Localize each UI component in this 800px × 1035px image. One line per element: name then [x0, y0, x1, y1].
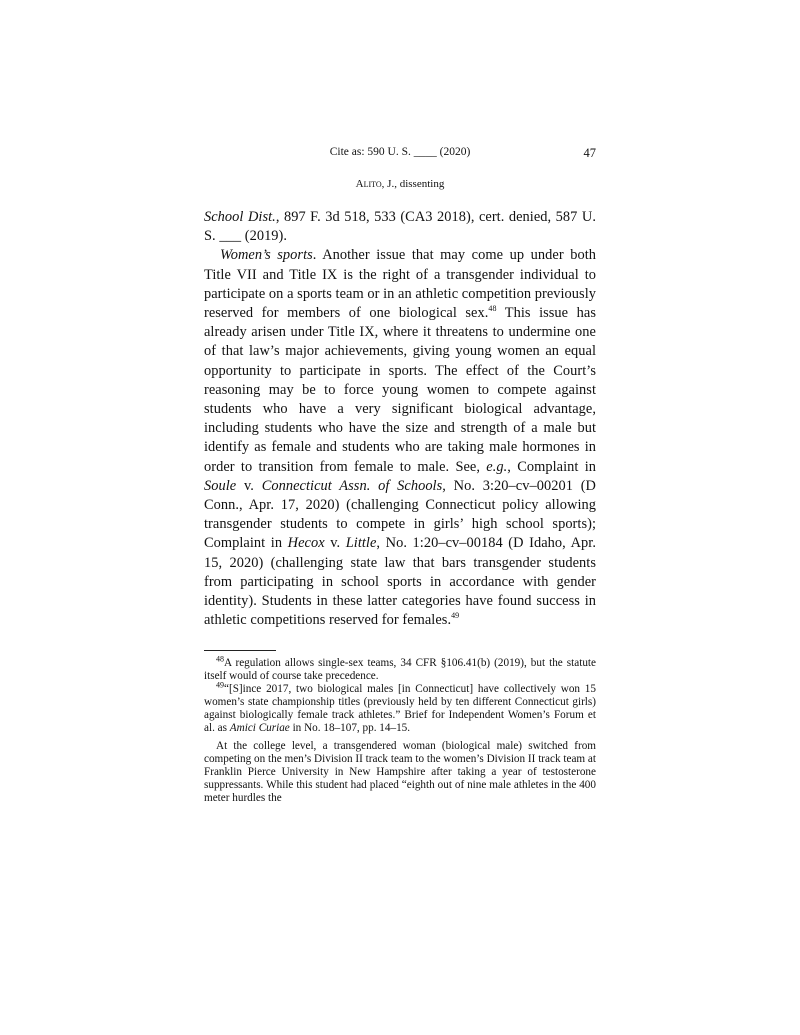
opinion-page	[204, 146, 596, 805]
footnote-number: 49	[216, 680, 224, 690]
footnotes	[204, 654, 596, 805]
signal-eg: e.g.	[486, 458, 508, 475]
paragraph-text: , Complaint in	[507, 458, 596, 475]
versus: v.	[324, 535, 346, 552]
paragraph-text: This issue has already arisen under Title IX, where it threatens to undermine one of that law’s major achievements, giving young women an equal opportunity to participate in sports. The effect of the Court’s reasoning may be to force young women to compete against students who have a very significant biological advantage, including students who have the size and strength of a male but identify as female and students who are taking male hormones in order to transition from female to male. See,	[204, 305, 596, 475]
footnote-49-continued	[204, 740, 596, 805]
paragraph-womens-sports	[204, 246, 596, 630]
footnote-ref-49[interactable]: 49	[451, 611, 460, 621]
case-name: Hecox	[287, 535, 325, 552]
footnote-text: A regulation allows single-sex teams, 34 CFR §106.41(b) (2019), but the statute itself would of course take precedence.	[204, 657, 596, 683]
footnote-text: in No. 18–107, pp. 14–15.	[289, 722, 411, 735]
citation-header: Cite as: 590 U. S. ____ (2020)	[329, 146, 471, 158]
author-line	[204, 178, 596, 194]
page-number: 47	[583, 146, 596, 160]
section-heading: Women’s sports	[220, 247, 313, 264]
footnote-49	[204, 680, 596, 735]
footnote-number: 48	[216, 654, 224, 664]
author-role: , J., dissenting	[381, 178, 445, 190]
case-name: Little	[345, 535, 377, 552]
paragraph-text: , No. 3:20–cv–00201 (D Conn., Apr. 17, 2020) (challenging Connecticut policy allowing transgender students to compete in girls’ high school sports); Complaint in	[204, 477, 596, 552]
footnote-text: “[S]ince 2017, two biological males [in Connecticut] have collectively won 15 women’s state championship titles (previously held by ten different Connecticut girls) against biologically female track athletes.” Brief for Independent Women’s Forum et al. as	[204, 683, 596, 735]
case-name: School Dist.	[204, 209, 276, 225]
running-header	[204, 146, 596, 164]
footnote-ref-48[interactable]: 48	[488, 304, 497, 314]
author-name: Alito	[355, 178, 382, 190]
amici-curiae: Amici Curiae	[229, 722, 290, 735]
paragraph-continuation	[204, 208, 596, 246]
versus: v.	[236, 477, 262, 494]
opinion-body	[204, 208, 596, 630]
case-name: Connecticut Assn. of Schools	[261, 477, 443, 494]
case-name: Soule	[204, 477, 237, 494]
footnote-text: At the college level, a transgendered woman (biological male) switched from competing on the men’s Division II track team to the women’s Division II track team at Franklin Pierce University in New Hampshire after taking a year of testosterone suppressants. While this student had placed “eighth out of nine male athletes in the 400 meter hurdles the	[204, 740, 596, 805]
paragraph-text: . Another issue that may come up under both Title VII and Title IX is the right of a transgender individual to participate on a sports team or in an athletic competition previously reserved for members of one biological sex.	[204, 247, 597, 322]
paragraph-text: , No. 1:20–cv–00184 (D Idaho, Apr. 15, 2020) (challenging state law that bars transgender students from participating in school sports in accordance with gender identity). Students in these latter categories have found success in athletic competitions reserved for females.	[204, 535, 596, 629]
paragraph-text: , 897 F. 3d 518, 533 (CA3 2018), cert. denied, 587 U. S. ___ (2019).	[204, 209, 596, 245]
footnote-48	[204, 654, 596, 683]
footnote-divider	[204, 650, 276, 651]
